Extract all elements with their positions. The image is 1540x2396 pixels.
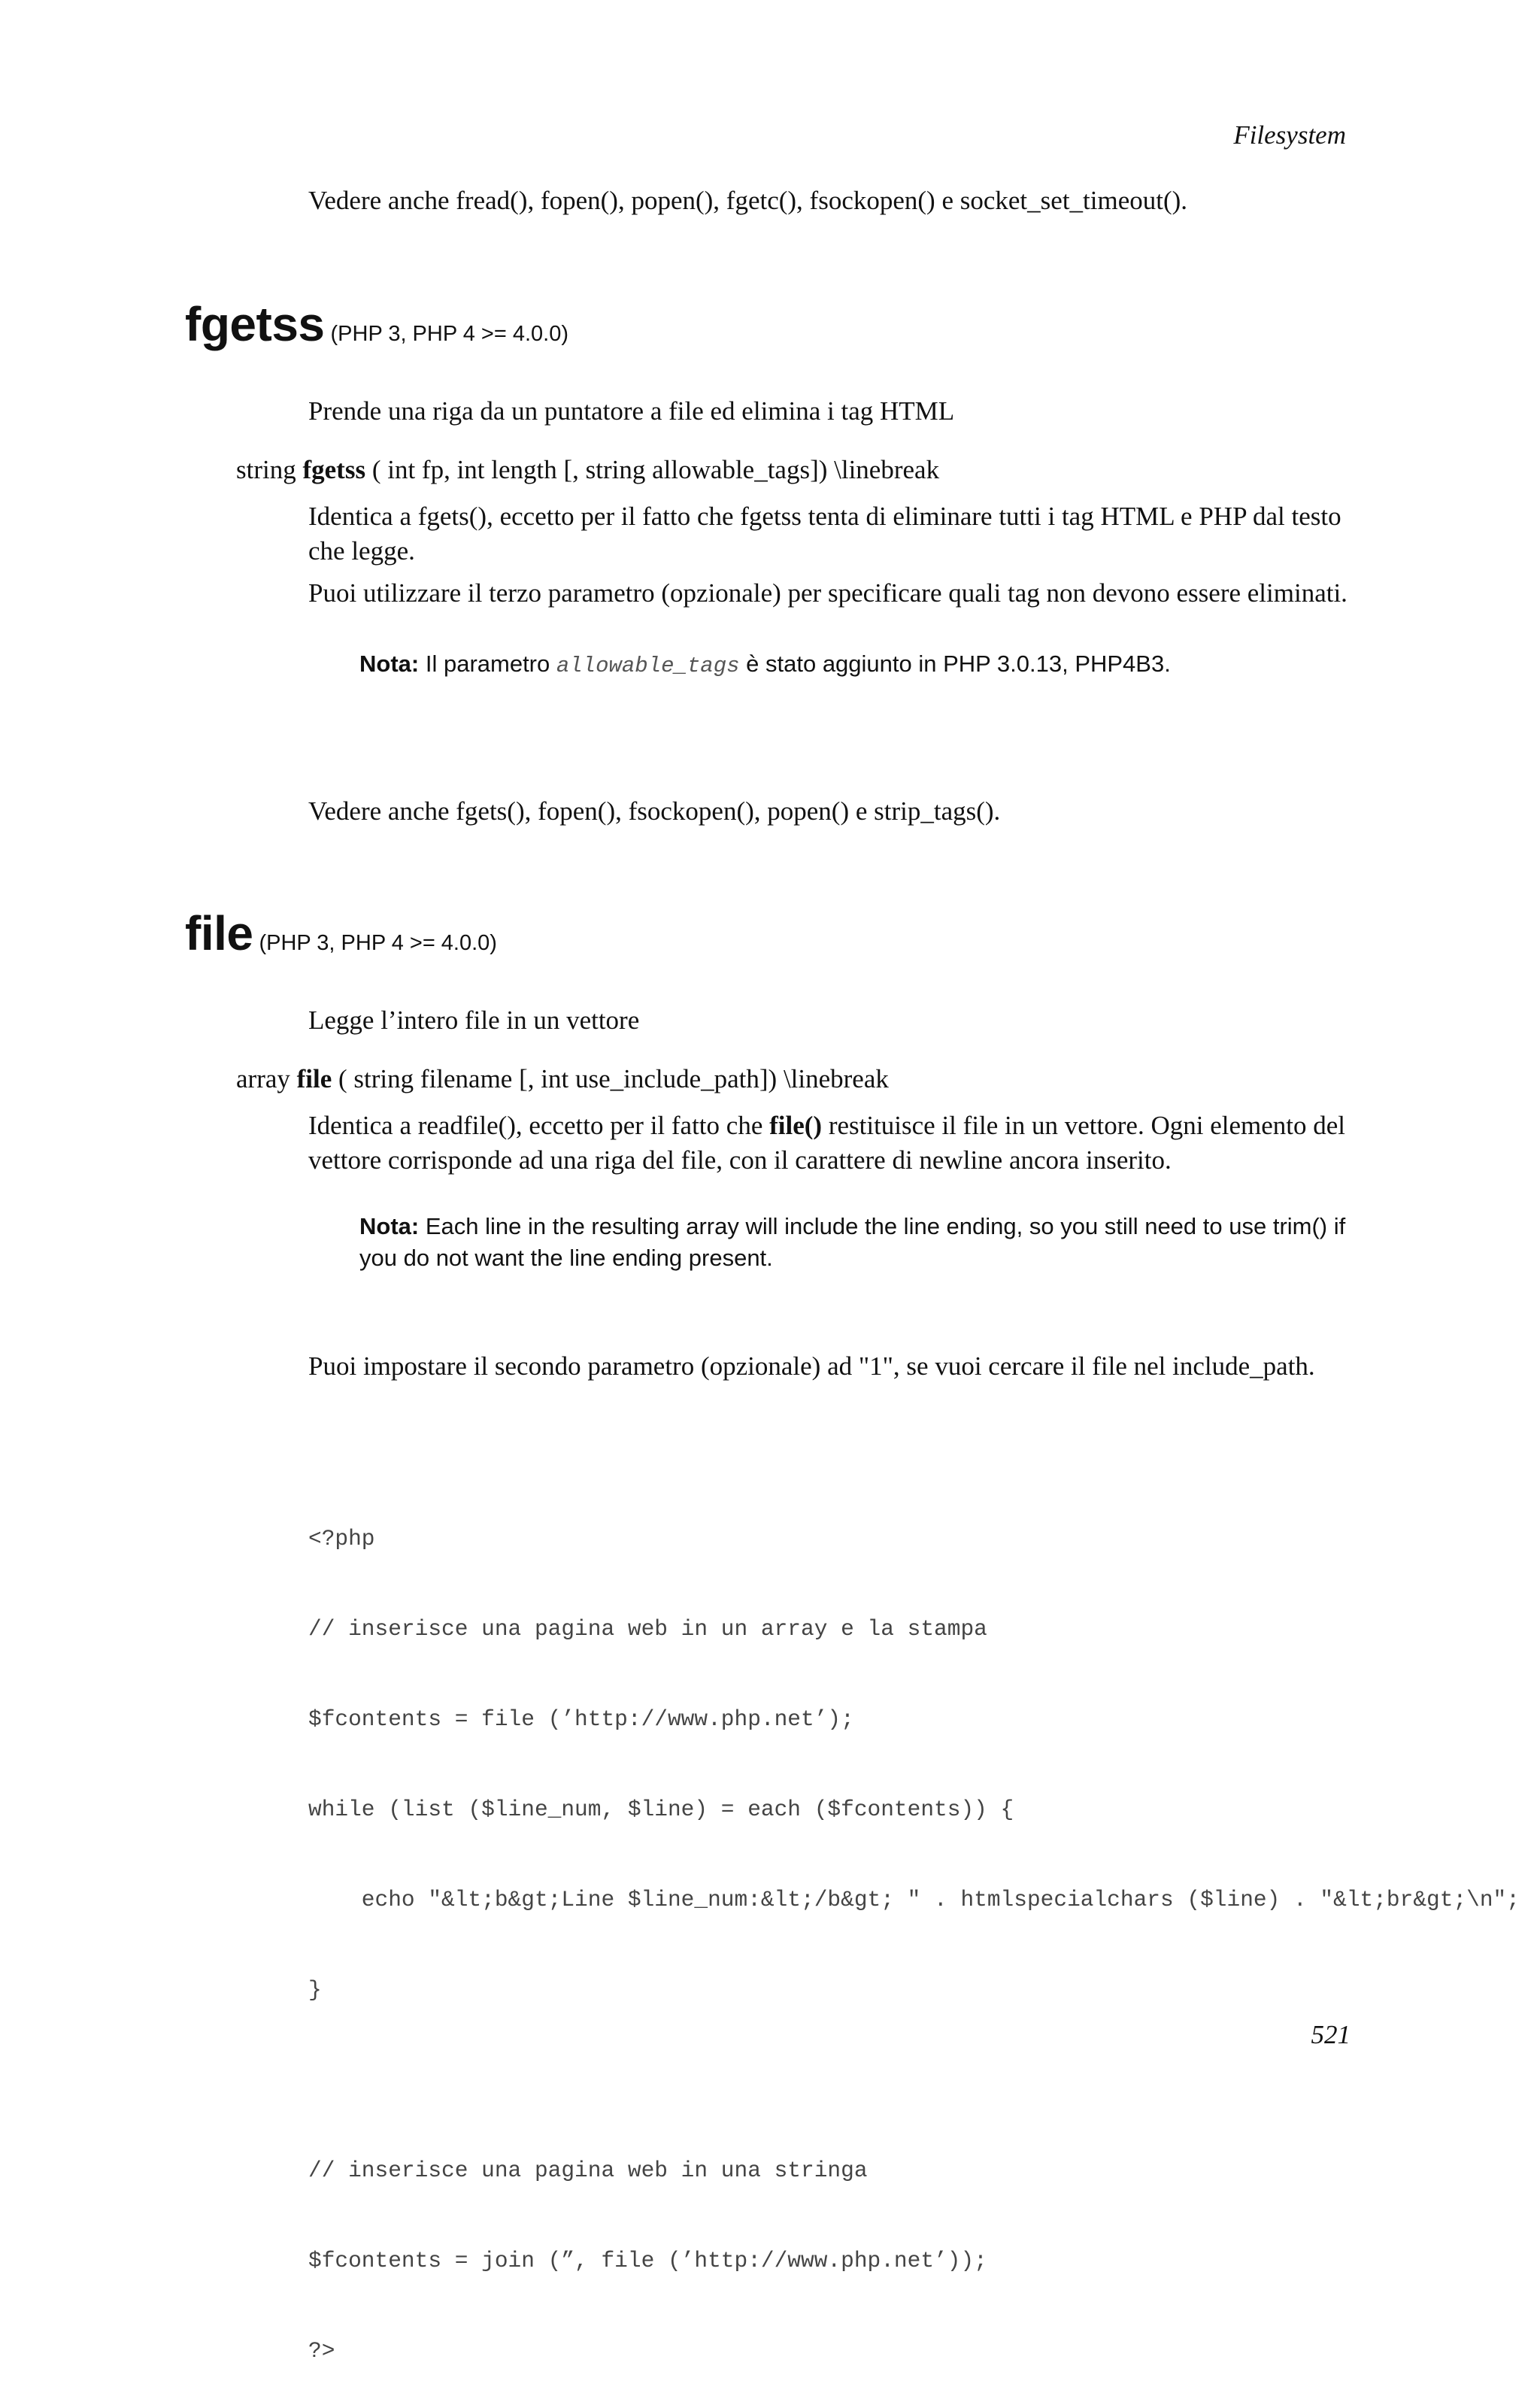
fgetss-note-text: Il parametro	[425, 651, 550, 677]
fgetss-function-name: fgetss	[302, 455, 366, 484]
file-version: (PHP 3, PHP 4 >= 4.0.0)	[259, 931, 497, 955]
code-line: $fcontents = join (”, file (’http://www.php.net’));	[308, 2248, 987, 2273]
fgetss-synopsis	[236, 453, 939, 487]
file-note	[359, 1211, 1349, 1274]
file-description	[308, 1109, 1346, 1178]
file-purpose: Legge l’intero file in un vettore	[308, 1005, 640, 1035]
file-description-text: Identica a readfile(), eccetto per il fatto che	[308, 1111, 763, 1140]
fgetss-args: ( int fp, int length [, string allowable_tags]) \linebreak	[371, 455, 940, 484]
fgetss-return-type: string	[236, 455, 296, 484]
file-synopsis	[236, 1062, 889, 1096]
fgetss-note-text-2: è stato aggiunto in PHP 3.0.13, PHP4B3.	[746, 651, 1171, 677]
file-args: ( string filename [, int use_include_path]) \linebreak	[338, 1064, 889, 1093]
file-entry-heading	[185, 905, 497, 961]
file-return-type: array	[236, 1064, 290, 1093]
code-line	[308, 2065, 1540, 2095]
file-function-name: file	[296, 1064, 332, 1093]
fgetss-entry-heading	[185, 296, 568, 352]
file-note-text: Each line in the resulting array will include the line ending, so you still need to use trim() if you do not want the line ending present.	[359, 1213, 1346, 1271]
file-title: file	[185, 906, 253, 960]
fgetss-description-2: Puoi utilizzare il terzo parametro (opzionale) per specificare quali tag non devono essere eliminati.	[308, 578, 1348, 608]
code-line: // inserisce una pagina web in una stringa	[308, 2158, 868, 2183]
fgetss-see-also: Vedere anche fgets(), fopen(), fsockopen(), popen() e strip_tags().	[308, 796, 1001, 826]
fgetss-note	[359, 648, 1171, 682]
code-line: while (list ($line_num, $line) = each ($fcontents)) {	[308, 1797, 1014, 1822]
fgetss-note-label: Nota:	[359, 651, 420, 677]
file-function-ref: file()	[769, 1111, 823, 1140]
fgetss-title: fgetss	[185, 297, 325, 351]
code-line: ?>	[308, 2338, 335, 2364]
code-line: echo "&lt;b&gt;Line $line_num:&lt;/b&gt; " . htmlspecialchars ($line) . "&lt;br&gt;\n";	[308, 1887, 1520, 1912]
fgetss-version: (PHP 3, PHP 4 >= 4.0.0)	[330, 322, 568, 346]
file-description-2: Puoi impostare il secondo parametro (opzionale) ad "1", se vuoi cercare il file nel include_path.	[308, 1351, 1315, 1381]
intro-see-also: Vedere anche fread(), fopen(), popen(), fgetc(), fsockopen() e socket_set_timeout().	[308, 186, 1188, 215]
fgetss-description: Identica a fgets(), eccetto per il fatto che fgetss tenta di eliminare tutti i tag HTML e PHP dal testo che legge.	[308, 502, 1341, 566]
code-line: }	[308, 1977, 322, 2003]
code-line: <?php	[308, 1526, 375, 1551]
code-line: // inserisce una pagina web in un array e la stampa	[308, 1616, 987, 1642]
code-example	[308, 1463, 1540, 2396]
page-number: 521	[1311, 2020, 1351, 2049]
running-header: Filesystem	[1233, 120, 1346, 150]
fgetss-purpose: Prende una riga da un puntatore a file ed elimina i tag HTML	[308, 396, 955, 426]
file-note-label: Nota:	[359, 1213, 420, 1239]
fgetss-note-param: allowable_tags	[556, 654, 740, 678]
file-description-text-2: restituisce il file in un vettore. Ogni elemento del vettore corrisponde ad una riga del file, con il carattere di newline ancora inserito.	[308, 1111, 1345, 1175]
code-line: $fcontents = file (’http://www.php.net’);	[308, 1706, 854, 1732]
